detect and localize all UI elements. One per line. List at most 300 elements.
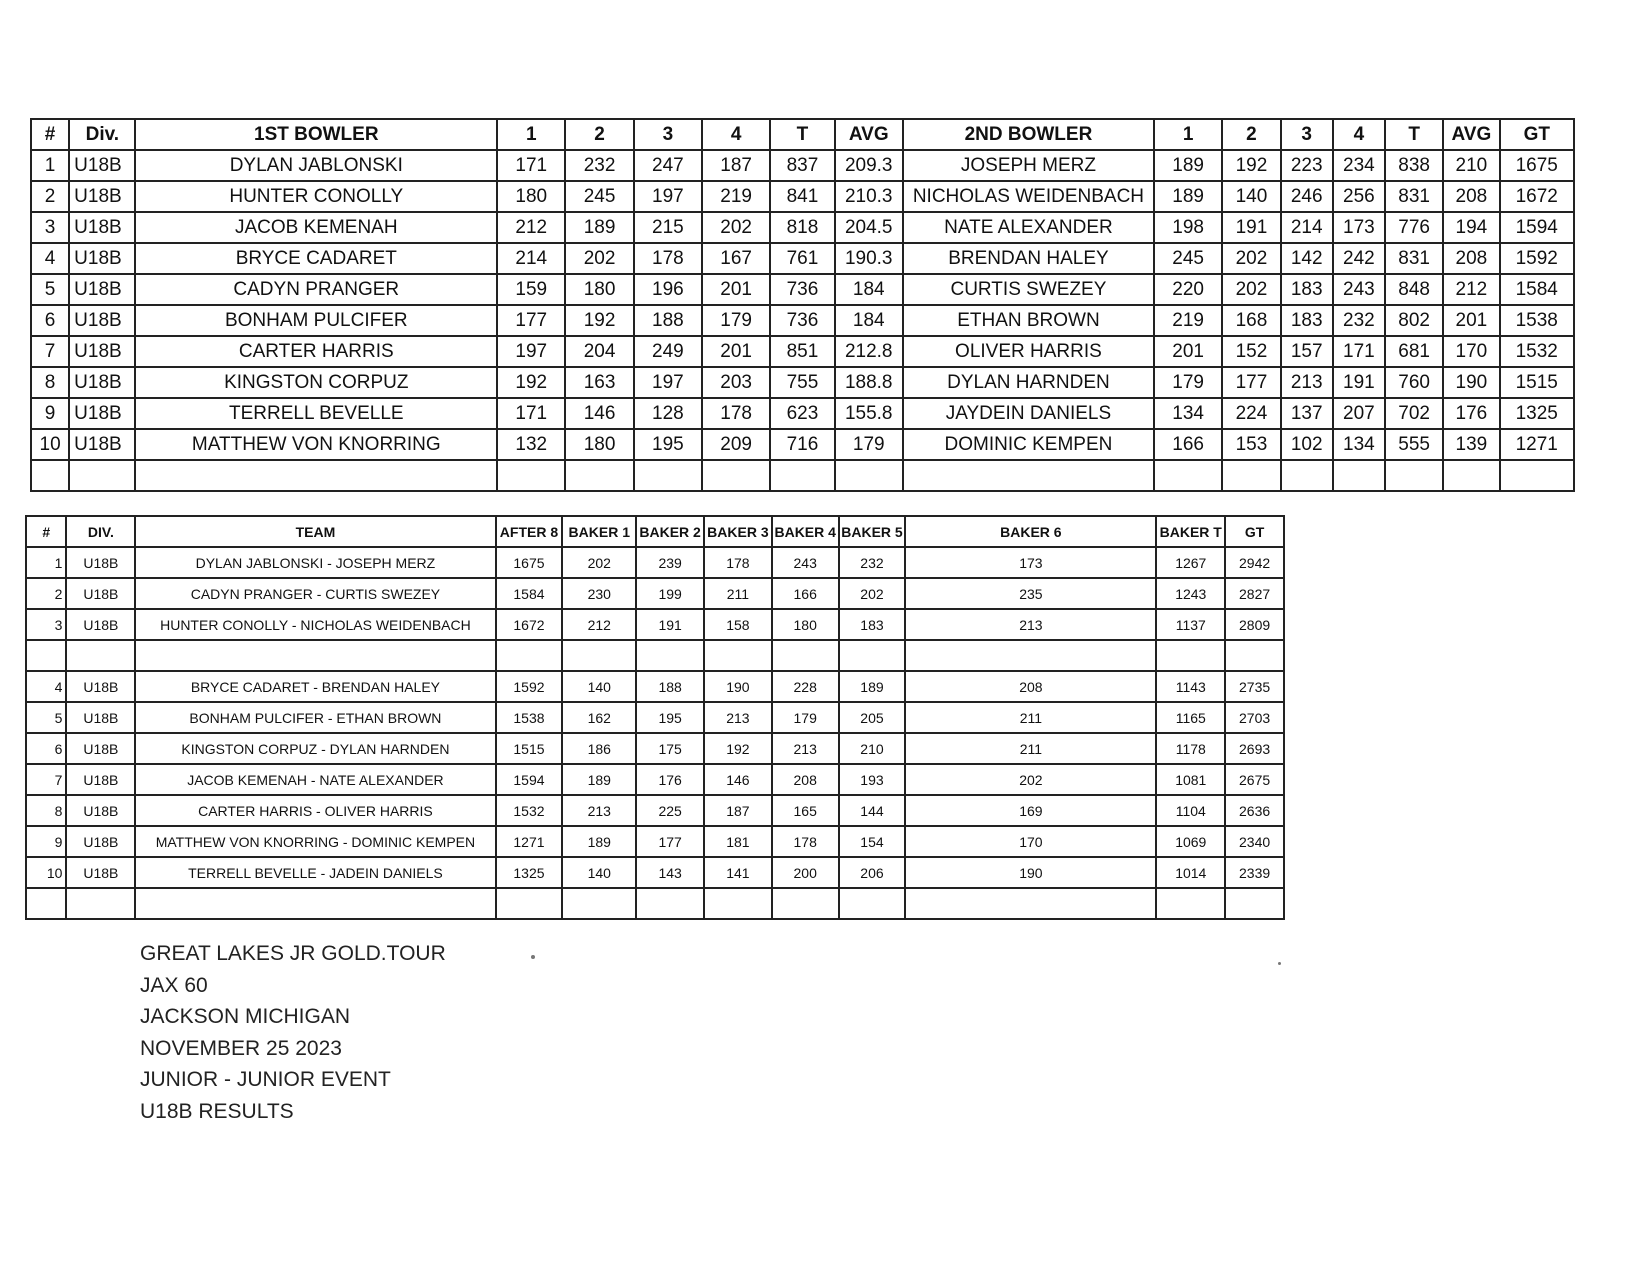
bowlers-cell: 202 (1222, 243, 1280, 274)
team-cell: 146 (704, 764, 772, 795)
bowlers-cell: 214 (497, 243, 565, 274)
team-cell (496, 888, 563, 919)
bowlers-cell: 184 (835, 305, 903, 336)
bowlers-col-header: 4 (1333, 119, 1385, 150)
bowlers-col-header: 1 (1154, 119, 1222, 150)
team-cell: 7 (26, 764, 66, 795)
bowlers-col-header: 3 (1281, 119, 1333, 150)
bowlers-cell: 1592 (1500, 243, 1574, 274)
bowlers-cell: 192 (565, 305, 633, 336)
bowlers-cell: U18B (69, 150, 135, 181)
bowlers-cell: NICHOLAS WEIDENBACH (903, 181, 1154, 212)
bowlers-cell: BONHAM PULCIFER (135, 305, 497, 336)
bowlers-cell: 223 (1281, 150, 1333, 181)
bowlers-cell: JAYDEIN DANIELS (903, 398, 1154, 429)
team-cell: 2 (26, 578, 66, 609)
bowlers-cell: 7 (31, 336, 69, 367)
team-col-header: GT (1225, 516, 1284, 547)
footer-line-results: U18B RESULTS (140, 1099, 294, 1123)
team-cell (135, 640, 495, 671)
team-cell: U18B (66, 826, 135, 857)
team-cell: 189 (562, 826, 636, 857)
bowlers-cell: 187 (702, 150, 770, 181)
bowlers-cell: 170 (1443, 336, 1499, 367)
bowlers-cell: 4 (31, 243, 69, 274)
bowlers-col-header: GT (1500, 119, 1574, 150)
bowlers-cell (770, 460, 834, 491)
footer-line-venue: JAX 60 (140, 973, 208, 997)
team-col-header: # (26, 516, 66, 547)
bowlers-cell: 755 (770, 367, 834, 398)
bowlers-cell: 207 (1333, 398, 1385, 429)
bowlers-col-header: 2ND BOWLER (903, 119, 1154, 150)
team-cell: 1325 (496, 857, 563, 888)
bowlers-cell: 189 (565, 212, 633, 243)
team-cell: U18B (66, 733, 135, 764)
team-cell: 141 (704, 857, 772, 888)
bowlers-cell: 220 (1154, 274, 1222, 305)
bowlers-cell: 623 (770, 398, 834, 429)
bowlers-cell: JOSEPH MERZ (903, 150, 1154, 181)
team-cell: 154 (839, 826, 906, 857)
bowlers-cell: 152 (1222, 336, 1280, 367)
team-cell: 1165 (1156, 702, 1225, 733)
bowlers-cell: 179 (1154, 367, 1222, 398)
table-row (31, 181, 1574, 212)
bowlers-cell: 198 (1154, 212, 1222, 243)
bowlers-cell: DOMINIC KEMPEN (903, 429, 1154, 460)
team-cell: 202 (562, 547, 636, 578)
bowlers-cell: 190.3 (835, 243, 903, 274)
team-cell: 3 (26, 609, 66, 640)
team-cell: 228 (772, 671, 839, 702)
bowlers-cell: 204.5 (835, 212, 903, 243)
bowlers-cell: 243 (1333, 274, 1385, 305)
bowlers-cell: 1325 (1500, 398, 1574, 429)
bowlers-cell: 208 (1443, 243, 1499, 274)
bowlers-cell: 201 (1443, 305, 1499, 336)
team-body (26, 547, 1284, 919)
team-cell (562, 640, 636, 671)
bowlers-table (30, 118, 1575, 492)
team-cell: 169 (905, 795, 1156, 826)
team-cell (704, 888, 772, 919)
team-cell (1156, 888, 1225, 919)
team-col-header: BAKER T (1156, 516, 1225, 547)
team-col-header: DIV. (66, 516, 135, 547)
table-row (26, 733, 1284, 764)
team-cell: 1143 (1156, 671, 1225, 702)
bowlers-cell: 848 (1385, 274, 1443, 305)
bowlers-cell: 256 (1333, 181, 1385, 212)
bowlers-cell: 177 (1222, 367, 1280, 398)
bowlers-cell: 224 (1222, 398, 1280, 429)
bowlers-cell: 3 (31, 212, 69, 243)
bowlers-cell: 215 (634, 212, 702, 243)
bowlers-col-header: 3 (634, 119, 702, 150)
bowlers-cell: NATE ALEXANDER (903, 212, 1154, 243)
bowlers-cell: 1532 (1500, 336, 1574, 367)
bowlers-cell: 212.8 (835, 336, 903, 367)
bowlers-cell: 146 (565, 398, 633, 429)
team-cell: 4 (26, 671, 66, 702)
bowlers-col-header: 1ST BOWLER (135, 119, 497, 150)
team-cell: 208 (772, 764, 839, 795)
bowlers-cell: OLIVER HARRIS (903, 336, 1154, 367)
bowlers-cell (702, 460, 770, 491)
bowlers-cell: 214 (1281, 212, 1333, 243)
team-cell: 195 (636, 702, 704, 733)
bowlers-cell (135, 460, 497, 491)
team-cell: 206 (839, 857, 906, 888)
bowlers-cell: 1594 (1500, 212, 1574, 243)
bowlers-cell: MATTHEW VON KNORRING (135, 429, 497, 460)
table-row (26, 578, 1284, 609)
team-cell: 1 (26, 547, 66, 578)
bowlers-col-header: AVG (1443, 119, 1499, 150)
bowlers-cell: 212 (497, 212, 565, 243)
team-cell: 170 (905, 826, 1156, 857)
bowlers-col-header: 2 (565, 119, 633, 150)
table-row (26, 671, 1284, 702)
bowlers-cell (1222, 460, 1280, 491)
bowlers-cell (835, 460, 903, 491)
bowlers-col-header: Div. (69, 119, 135, 150)
team-cell: 2703 (1225, 702, 1284, 733)
team-col-header: BAKER 5 (839, 516, 906, 547)
team-cell (562, 888, 636, 919)
bowlers-cell: 194 (1443, 212, 1499, 243)
bowlers-cell: 204 (565, 336, 633, 367)
team-cell: 175 (636, 733, 704, 764)
table-row (26, 857, 1284, 888)
bowlers-cell: 173 (1333, 212, 1385, 243)
bowlers-cell: 760 (1385, 367, 1443, 398)
bowlers-cell: 831 (1385, 243, 1443, 274)
team-cell: 158 (704, 609, 772, 640)
team-cell: 140 (562, 671, 636, 702)
bowlers-cell: 242 (1333, 243, 1385, 274)
team-cell: U18B (66, 764, 135, 795)
team-cell: 202 (905, 764, 1156, 795)
team-cell: 213 (562, 795, 636, 826)
team-cell (26, 640, 66, 671)
bowlers-cell: 155.8 (835, 398, 903, 429)
bowlers-cell: 716 (770, 429, 834, 460)
team-cell: U18B (66, 795, 135, 826)
team-cell: 8 (26, 795, 66, 826)
team-cell: 2827 (1225, 578, 1284, 609)
bowlers-cell: 213 (1281, 367, 1333, 398)
team-cell: U18B (66, 671, 135, 702)
bowlers-cell: 841 (770, 181, 834, 212)
team-col-header: AFTER 8 (496, 516, 563, 547)
team-cell: 1267 (1156, 547, 1225, 578)
bowlers-cell: 180 (565, 274, 633, 305)
team-cell: 6 (26, 733, 66, 764)
team-cell: 225 (636, 795, 704, 826)
team-cell: 211 (905, 702, 1156, 733)
bowlers-col-header: 2 (1222, 119, 1280, 150)
bowlers-cell: 183 (1281, 274, 1333, 305)
bowlers-cell: 196 (634, 274, 702, 305)
bowlers-cell: 831 (1385, 181, 1443, 212)
team-cell: 179 (772, 702, 839, 733)
team-cell: 192 (704, 733, 772, 764)
team-cell: DYLAN JABLONSKI - JOSEPH MERZ (135, 547, 495, 578)
table-row (31, 274, 1574, 305)
team-cell: JACOB KEMENAH - NATE ALEXANDER (135, 764, 495, 795)
team-cell: 176 (636, 764, 704, 795)
bowlers-cell: 736 (770, 305, 834, 336)
team-cell (1225, 888, 1284, 919)
team-cell: 2735 (1225, 671, 1284, 702)
bowlers-cell: 197 (634, 181, 702, 212)
footer-line-event: JUNIOR - JUNIOR EVENT (140, 1068, 391, 1091)
bowlers-cell: 192 (497, 367, 565, 398)
bowlers-cell: 179 (702, 305, 770, 336)
bowlers-cell: 818 (770, 212, 834, 243)
team-cell: U18B (66, 609, 135, 640)
table-row (26, 795, 1284, 826)
team-cell: 210 (839, 733, 906, 764)
bowlers-cell: 245 (1154, 243, 1222, 274)
bowlers-cell: 838 (1385, 150, 1443, 181)
bowlers-cell: U18B (69, 398, 135, 429)
team-cell: 213 (772, 733, 839, 764)
bowlers-cell: 201 (702, 274, 770, 305)
bowlers-cell: 197 (497, 336, 565, 367)
bowlers-cell: 188.8 (835, 367, 903, 398)
bowlers-cell: 202 (702, 212, 770, 243)
bowlers-cell: 177 (497, 305, 565, 336)
bowlers-cell: 168 (1222, 305, 1280, 336)
bowlers-cell: 171 (497, 150, 565, 181)
team-cell (772, 640, 839, 671)
team-cell: 2340 (1225, 826, 1284, 857)
team-cell: 1675 (496, 547, 563, 578)
bowlers-cell: U18B (69, 243, 135, 274)
table-row (31, 243, 1574, 274)
bowlers-cell: 851 (770, 336, 834, 367)
team-cell (66, 888, 135, 919)
team-cell: KINGSTON CORPUZ - DYLAN HARNDEN (135, 733, 495, 764)
bowlers-cell: U18B (69, 181, 135, 212)
team-cell: 211 (704, 578, 772, 609)
bowlers-cell: 234 (1333, 150, 1385, 181)
team-cell (772, 888, 839, 919)
team-cell: 1243 (1156, 578, 1225, 609)
bowlers-cell: 837 (770, 150, 834, 181)
bowlers-cell: 183 (1281, 305, 1333, 336)
bowlers-cell: 142 (1281, 243, 1333, 274)
table-row (26, 547, 1284, 578)
bowlers-cell: U18B (69, 305, 135, 336)
bowlers-cell: 232 (1333, 305, 1385, 336)
bowlers-col-header: # (31, 119, 69, 150)
bowlers-cell: 166 (1154, 429, 1222, 460)
bowlers-cell: 134 (1333, 429, 1385, 460)
table-row (31, 367, 1574, 398)
team-col-header: BAKER 4 (772, 516, 839, 547)
team-cell (839, 888, 906, 919)
team-cell (704, 640, 772, 671)
team-cell: 177 (636, 826, 704, 857)
bowlers-cell: 776 (1385, 212, 1443, 243)
bowlers-cell: U18B (69, 274, 135, 305)
bowlers-cell (1154, 460, 1222, 491)
bowlers-cell: HUNTER CONOLLY (135, 181, 497, 212)
bowlers-cell: 195 (634, 429, 702, 460)
bowlers-col-header: 4 (702, 119, 770, 150)
bowlers-cell: 191 (1333, 367, 1385, 398)
team-cell: TERRELL BEVELLE - JADEIN DANIELS (135, 857, 495, 888)
team-cell: 208 (905, 671, 1156, 702)
team-cell (905, 640, 1156, 671)
footer-line-date: NOVEMBER 25 2023 (140, 1036, 342, 1060)
bowlers-cell: ETHAN BROWN (903, 305, 1154, 336)
bowlers-cell: 189 (1154, 150, 1222, 181)
team-cell: U18B (66, 547, 135, 578)
team-cell (636, 888, 704, 919)
team-cell: U18B (66, 578, 135, 609)
team-cell: 5 (26, 702, 66, 733)
team-cell (1156, 640, 1225, 671)
team-cell: 181 (704, 826, 772, 857)
team-cell: 191 (636, 609, 704, 640)
bowlers-cell (1443, 460, 1499, 491)
team-cell: U18B (66, 857, 135, 888)
bowlers-cell: 761 (770, 243, 834, 274)
table-row (31, 336, 1574, 367)
team-cell: 178 (772, 826, 839, 857)
footer-line-location: JACKSON MICHIGAN (140, 1005, 351, 1028)
bowlers-cell: 8 (31, 367, 69, 398)
team-cell: 212 (562, 609, 636, 640)
team-cell: 205 (839, 702, 906, 733)
bowlers-cell: 153 (1222, 429, 1280, 460)
team-cell: 2693 (1225, 733, 1284, 764)
bowlers-cell: 219 (702, 181, 770, 212)
bowlers-cell: 167 (702, 243, 770, 274)
bowlers-cell: 176 (1443, 398, 1499, 429)
team-col-header: TEAM (135, 516, 495, 547)
team-cell: 1592 (496, 671, 563, 702)
team-col-header: BAKER 2 (636, 516, 704, 547)
team-cell: 180 (772, 609, 839, 640)
bowlers-cell: 190 (1443, 367, 1499, 398)
bowlers-cell: 210.3 (835, 181, 903, 212)
team-cell: 189 (562, 764, 636, 795)
bowlers-cell: 209.3 (835, 150, 903, 181)
team-cell: 1104 (1156, 795, 1225, 826)
team-cell: 190 (905, 857, 1156, 888)
team-cell: MATTHEW VON KNORRING - DOMINIC KEMPEN (135, 826, 495, 857)
bowlers-cell: 189 (1154, 181, 1222, 212)
bowlers-cell: 171 (497, 398, 565, 429)
bowlers-cell (1385, 460, 1443, 491)
team-cell: 189 (839, 671, 906, 702)
team-cell: 178 (704, 547, 772, 578)
bowlers-cell: 1584 (1500, 274, 1574, 305)
bowlers-cell: 802 (1385, 305, 1443, 336)
team-cell: 202 (839, 578, 906, 609)
bowlers-cell: 208 (1443, 181, 1499, 212)
table-row (26, 640, 1284, 671)
scan-speck (531, 955, 535, 959)
bowlers-cell: 157 (1281, 336, 1333, 367)
bowlers-header-row (31, 119, 1574, 150)
bowlers-cell: 219 (1154, 305, 1222, 336)
bowlers-cell: 201 (1154, 336, 1222, 367)
team-cell: 10 (26, 857, 66, 888)
bowlers-cell: 139 (1443, 429, 1499, 460)
team-cell: CARTER HARRIS - OLIVER HARRIS (135, 795, 495, 826)
team-cell: 9 (26, 826, 66, 857)
team-cell: 230 (562, 578, 636, 609)
team-cell: 166 (772, 578, 839, 609)
bowlers-cell: U18B (69, 336, 135, 367)
bowlers-cell: 1271 (1500, 429, 1574, 460)
bowlers-cell: 202 (1222, 274, 1280, 305)
bowlers-cell: BRYCE CADARET (135, 243, 497, 274)
team-cell: 243 (772, 547, 839, 578)
table-row (26, 702, 1284, 733)
team-cell (66, 640, 135, 671)
bowlers-cell: 184 (835, 274, 903, 305)
bowlers-cell: 102 (1281, 429, 1333, 460)
team-cell: 190 (704, 671, 772, 702)
team-header-row (26, 516, 1284, 547)
team-cell: 1538 (496, 702, 563, 733)
bowlers-cell (565, 460, 633, 491)
bowlers-cell: 212 (1443, 274, 1499, 305)
team-cell: 1014 (1156, 857, 1225, 888)
bowlers-cell: DYLAN HARNDEN (903, 367, 1154, 398)
bowlers-col-header: T (1385, 119, 1443, 150)
team-cell: 193 (839, 764, 906, 795)
bowlers-cell: 1672 (1500, 181, 1574, 212)
bowlers-cell (1333, 460, 1385, 491)
table-row (31, 398, 1574, 429)
bowlers-cell (634, 460, 702, 491)
team-cell: 188 (636, 671, 704, 702)
bowlers-cell: 247 (634, 150, 702, 181)
table-row (31, 150, 1574, 181)
bowlers-cell: 6 (31, 305, 69, 336)
bowlers-cell (497, 460, 565, 491)
bowlers-cell (31, 460, 69, 491)
bowlers-cell (903, 460, 1154, 491)
bowlers-cell: BRENDAN HALEY (903, 243, 1154, 274)
bowlers-cell: 132 (497, 429, 565, 460)
team-cell: 173 (905, 547, 1156, 578)
bowlers-cell: 163 (565, 367, 633, 398)
team-cell (26, 888, 66, 919)
footer-line-tour: GREAT LAKES JR GOLD.TOUR (140, 942, 446, 965)
team-cell: 239 (636, 547, 704, 578)
team-cell: 1069 (1156, 826, 1225, 857)
team-cell: 1515 (496, 733, 563, 764)
bowlers-cell: 10 (31, 429, 69, 460)
team-cell: 144 (839, 795, 906, 826)
team-cell: 165 (772, 795, 839, 826)
team-cell: 213 (704, 702, 772, 733)
bowlers-cell: 179 (835, 429, 903, 460)
bowlers-cell: 202 (565, 243, 633, 274)
team-col-header: BAKER 1 (562, 516, 636, 547)
team-cell (636, 640, 704, 671)
